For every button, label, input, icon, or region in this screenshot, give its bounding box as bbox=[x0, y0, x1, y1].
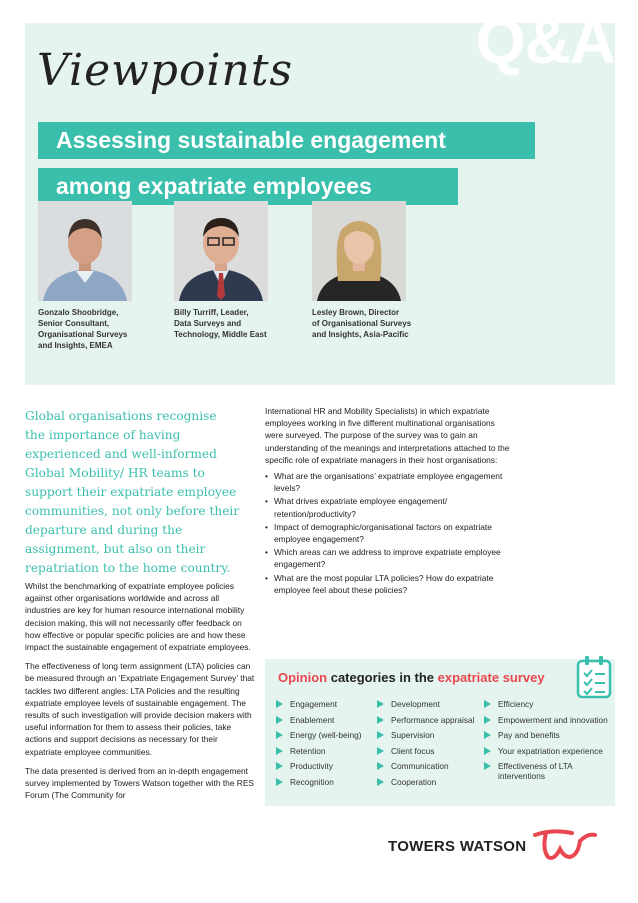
viewpoints-logo: Viewpoints bbox=[37, 45, 294, 96]
qa-label: Q&A bbox=[475, 5, 615, 77]
opinion-column-3 bbox=[484, 699, 614, 787]
list-item: Cooperation bbox=[377, 777, 485, 787]
opinion-column-1 bbox=[276, 699, 376, 793]
body-paragraph: The effectiveness of long term assignment (LTA) policies can be measured through an ‘Expatriate Engagement Survey’ that tackles two different angles: LTA Policies and the resulting expatriate employee levels of sustainable engagement. The results of such investigation will provide decision makers with useful information for them to assess their policies, take actions and support decisions as necessary for their expatriate employee communities. bbox=[25, 661, 255, 757]
list-item: Recognition bbox=[276, 777, 376, 787]
list-item: Your expatriation experience bbox=[484, 746, 614, 756]
portrait-gonzalo bbox=[38, 201, 132, 301]
list-item: Pay and benefits bbox=[484, 730, 614, 740]
title-line-1: Assessing sustainable engagement bbox=[38, 122, 535, 159]
list-item: Effectiveness of LTA interventions bbox=[484, 761, 614, 781]
list-item: Communication bbox=[377, 761, 485, 771]
opinion-column-2 bbox=[377, 699, 485, 793]
clipboard-checklist-icon bbox=[575, 655, 613, 699]
left-column bbox=[25, 580, 255, 808]
list-item: • What are the most popular LTA policies? How do expatriate employee feel about these policies? bbox=[265, 572, 510, 596]
list-item: • Which areas can we address to improve expatriate employee engagement? bbox=[265, 546, 510, 570]
list-item: Empowerment and innovation bbox=[484, 715, 614, 725]
body-paragraph: The data presented is derived from an in-depth engagement survey implemented by Towers Watson together with the RES Forum (The Community for bbox=[25, 765, 255, 801]
towers-watson-logo-mark bbox=[532, 827, 598, 861]
body-paragraph: Whilst the benchmarking of expatriate employee policies against other organisations worldwide and across all industries are key for human resource international mobility decision making, this will not necessarily offer feedback on how effective or popular specific policies are and how these impact the sustainable engagement of expatriate employees. bbox=[25, 581, 251, 653]
lead-paragraph: Global organisations recognise the importance of having experienced and well-informed Global Mobility/ HR teams to support their expatriate employee communities, not only before their departure and during the assignment, but also on their repatriation to the home country. bbox=[25, 409, 240, 575]
body-paragraph: International HR and Mobility Specialists) in which expatriate employees working in five different multinational organisations were surveyed. The purpose of the survey was to gain an understanding of the meanings and interpretations attached to the specific role of expatriate managers in their host organisations: bbox=[265, 406, 510, 465]
caption-billy: Billy Turriff, Leader, Data Surveys and Technology, Middle East bbox=[174, 308, 267, 339]
list-item: Supervision bbox=[377, 730, 485, 740]
list-item: Energy (well-being) bbox=[276, 730, 376, 740]
list-item: Performance appraisal bbox=[377, 715, 485, 725]
caption-gonzalo: Gonzalo Shoobridge, Senior Consultant, Organisational Surveys and Insights, EMEA bbox=[38, 308, 128, 350]
opinion-title: Opinion categories in the expatriate survey bbox=[278, 670, 545, 685]
list-item: Development bbox=[377, 699, 485, 709]
list-item: Retention bbox=[276, 746, 376, 756]
title-line-2: among expatriate employees bbox=[38, 168, 458, 205]
caption-lesley: Lesley Brown, Director of Organisational Surveys and Insights, Asia-Pacific bbox=[312, 308, 412, 339]
portrait-billy bbox=[174, 201, 268, 301]
right-column bbox=[265, 405, 510, 597]
portrait-lesley bbox=[312, 201, 406, 301]
list-item: • Impact of demographic/organisational factors on expatriate employee engagement? bbox=[265, 521, 510, 545]
list-item: Client focus bbox=[377, 746, 485, 756]
question-list bbox=[265, 470, 510, 596]
towers-watson-logo-text: TOWERS WATSON bbox=[388, 838, 527, 855]
list-item: Engagement bbox=[276, 699, 376, 709]
list-item: Efficiency bbox=[484, 699, 614, 709]
opinion-categories-panel bbox=[265, 659, 615, 806]
list-item: Enablement bbox=[276, 715, 376, 725]
list-item: Productivity bbox=[276, 761, 376, 771]
list-item: • What are the organisations’ expatriate employee engagement levels? bbox=[265, 470, 510, 494]
list-item: • What drives expatriate employee engagement/ retention/productivity? bbox=[265, 495, 510, 519]
